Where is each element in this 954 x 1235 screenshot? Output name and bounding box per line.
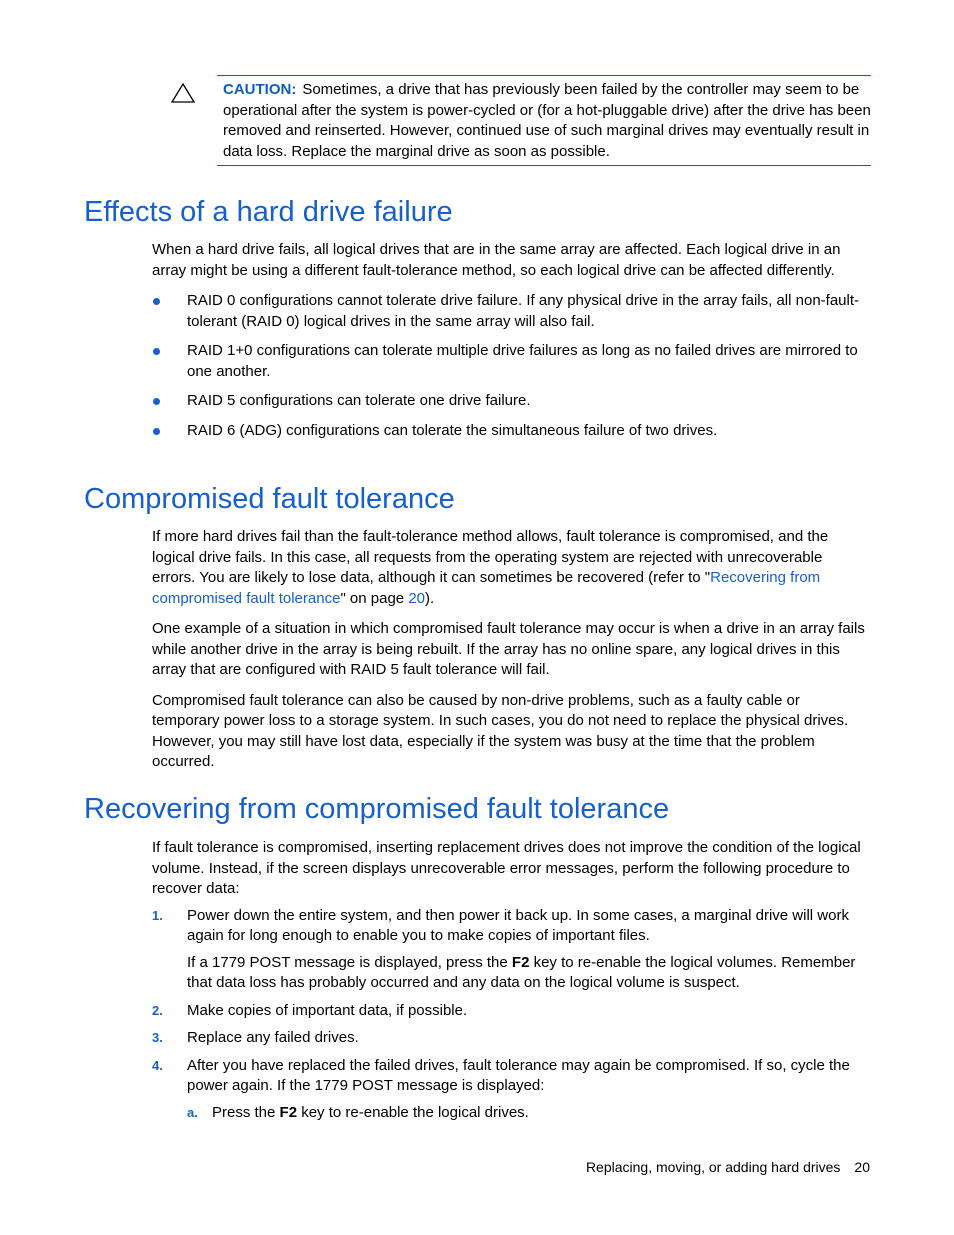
- step-item-3: 3. Replace any failed drives.: [152, 1028, 868, 1049]
- bullet-dot-icon: [153, 298, 160, 305]
- caution-text: [223, 80, 871, 162]
- footer-chapter-title: Replacing, moving, or adding hard drives: [585, 1159, 841, 1175]
- step-item-2: 2. Make copies of important data, if possible.: [152, 1001, 868, 1022]
- section-effects: [152, 240, 868, 450]
- substep-item-a: a. Press the F2 key to re-enable the logical drives.: [187, 1103, 868, 1124]
- key-f2: F2: [511, 953, 530, 971]
- effects-bullet-list: [152, 291, 868, 441]
- footer-page-number: 20: [854, 1159, 870, 1175]
- effects-intro: When a hard drive fails, all logical drives that are in the same array are affected. Each logical drive in an array might be using a different fault-tolerance method, so each logical drive can be affected differently.: [152, 241, 841, 279]
- recovering-intro: If fault tolerance is compromised, inserting replacement drives does not improve the condition of the logical volume. Instead, if the screen displays unrecoverable error messages, perform the following procedure to recover data:: [152, 839, 861, 897]
- compromised-paragraph-1: If more hard drives fail than the fault-tolerance method allows, fault tolerance is compromised, and the logical drive fails. In this case, all requests from the operating system are rejected with unrecoverable errors. You are likely to lose data, although it can sometimes be recovered (refer to "Recovering from compromised fault tolerance" on page 20).: [152, 528, 829, 607]
- step-number: 4.: [152, 1057, 163, 1073]
- heading-compromised: Compromised fault tolerance: [84, 483, 455, 515]
- link-recovering-section[interactable]: Recovering from compromised fault tolerance: [152, 569, 821, 607]
- step-item-1: 1. Power down the entire system, and then power it back up. In some cases, a marginal drive will work again for long enough to enable you to make copies of important files. If a 1779 POST message is displayed, press the F2 key to re-enable the logical volumes. Remember that data loss has probably occurred and any data on the logical volume is suspect.: [152, 906, 868, 994]
- list-item: RAID 1+0 configurations can tolerate multiple drive failures as long as no failed drives are mirrored to one another.: [152, 341, 868, 382]
- bullet-dot-icon: [153, 428, 160, 435]
- compromised-paragraph-3: Compromised fault tolerance can also be caused by non-drive problems, such as a faulty cable or temporary power loss to a storage system. In such cases, you do not need to replace the physical drives. However, you may still have lost data, especially if the system was busy at the time that the problem occurred.: [152, 691, 849, 770]
- caution-box: [217, 75, 871, 166]
- list-item: RAID 6 (ADG) configurations can tolerate the simultaneous failure of two drives.: [152, 421, 868, 442]
- substep-letter: a.: [187, 1104, 198, 1120]
- list-item: RAID 5 configurations can tolerate one drive failure.: [152, 391, 868, 412]
- list-item: RAID 0 configurations cannot tolerate drive failure. If any physical drive in the array fails, all non-fault-tolerant (RAID 0) logical drives in the same array will also fail.: [152, 291, 868, 332]
- recovery-steps-list: [152, 906, 868, 1124]
- caution-label: CAUTION:: [223, 81, 297, 98]
- section-compromised: [152, 527, 868, 783]
- heading-recovering: Recovering from compromised fault tolerance: [84, 793, 670, 825]
- key-f2: F2: [279, 1103, 298, 1121]
- step-number: 3.: [152, 1030, 163, 1045]
- heading-effects: Effects of a hard drive failure: [84, 196, 453, 228]
- compromised-paragraph-2: One example of a situation in which compromised fault tolerance may occur is when a drive in an array fails while another drive in the array is being rebuilt. If the array has no online spare, any logical drives in this array that are configured with RAID 5 fault tolerance will fail.: [152, 620, 865, 678]
- step-1-note: If a 1779 POST message is displayed, press the F2 key to re-enable the logical volumes. Remember that data loss has probably occurred and any data on the logical volume is suspect.: [187, 953, 856, 991]
- step-number: 1.: [152, 907, 163, 923]
- section-recovering: [152, 838, 868, 1130]
- caution-triangle-icon: [170, 82, 196, 104]
- step-4-substeps: [187, 1103, 868, 1124]
- caution-body: Sometimes, a drive that has previously been failed by the controller may seem to be operational after the system is power-cycled or (for a hot-pluggable drive) after the drive has been removed and reinserted. However, continued use of such marginal drives may eventually result in data loss. Replace the marginal drive as soon as possible.: [223, 81, 871, 160]
- bullet-dot-icon: [153, 398, 160, 405]
- page-footer: [586, 1157, 870, 1178]
- step-number: 2.: [152, 1002, 163, 1018]
- bullet-dot-icon: [153, 348, 160, 355]
- step-item-4: 4. After you have replaced the failed drives, fault tolerance may again be compromised. If so, cycle the power again. If the 1779 POST message is displayed: a. Press the F2 key to re-enable the logical drives.: [152, 1056, 868, 1124]
- link-page-20[interactable]: 20: [408, 589, 426, 607]
